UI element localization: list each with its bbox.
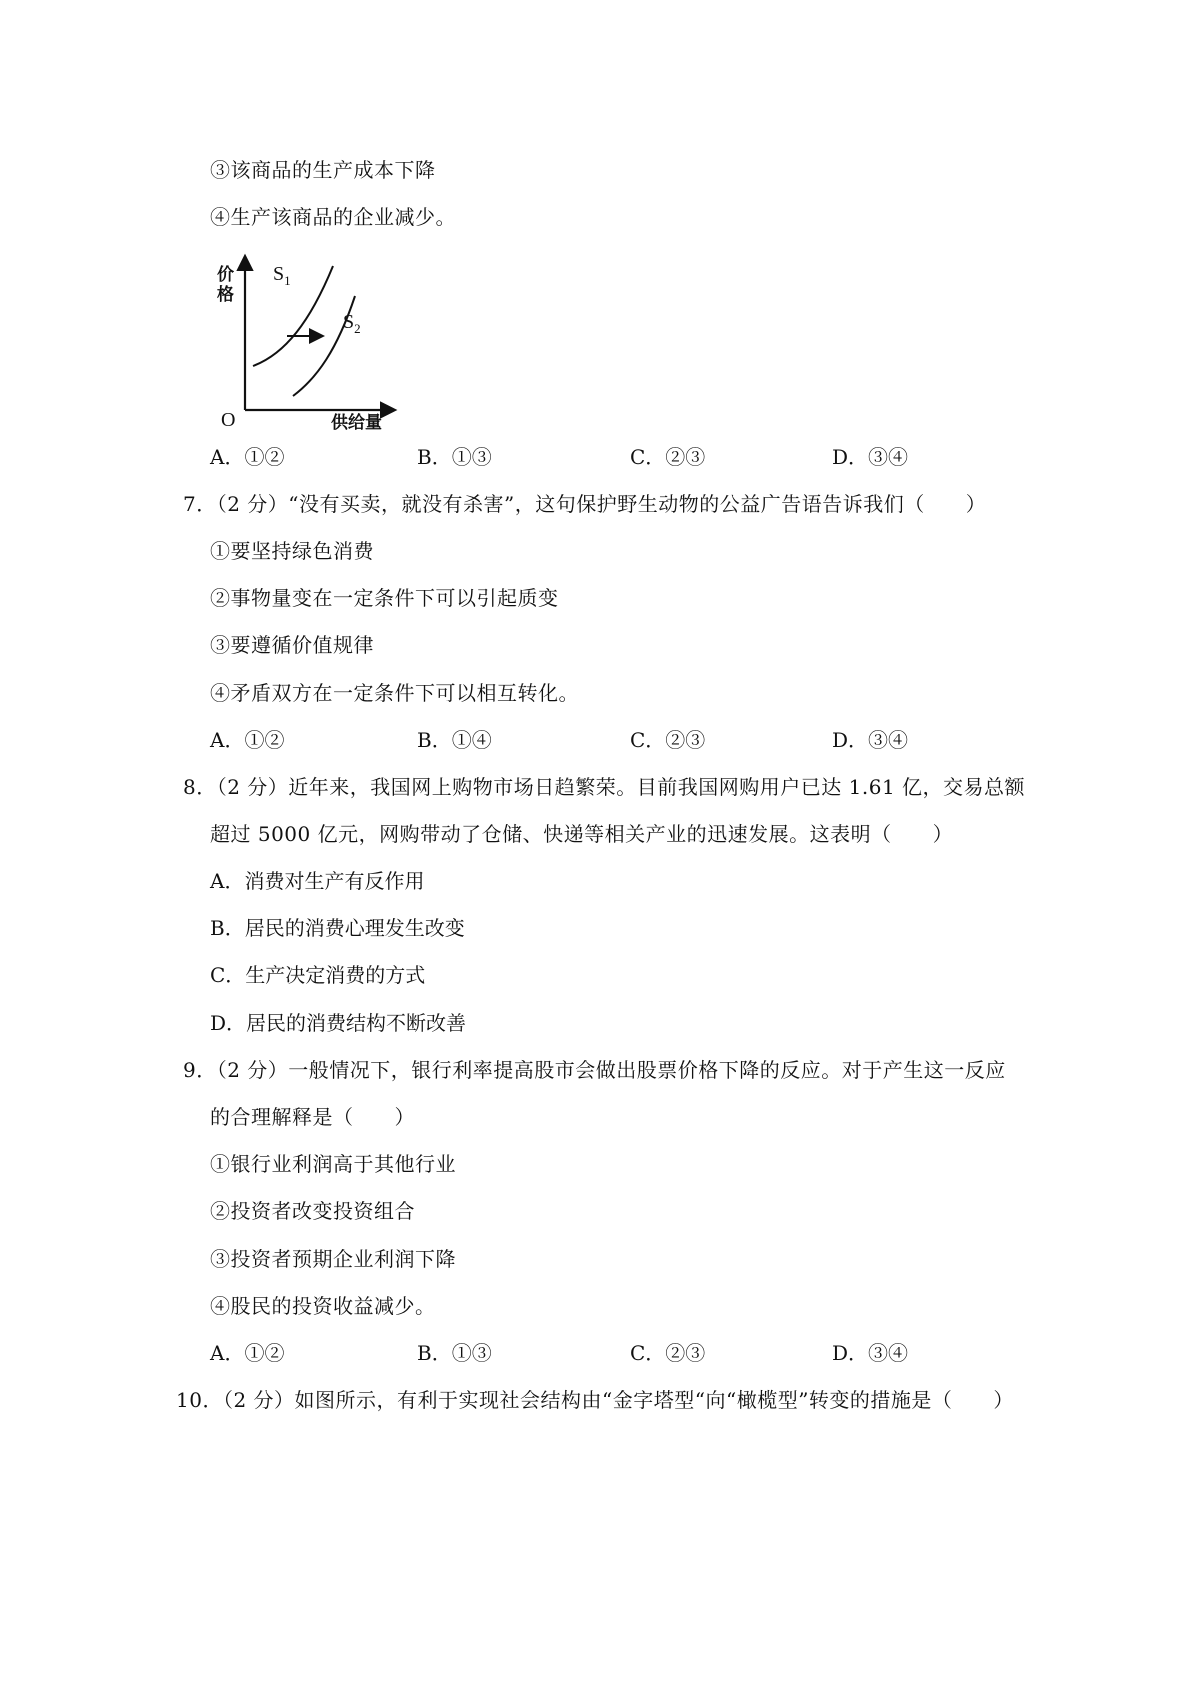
q9-stem-line-1: 9．（2 分）一般情况下，银行利率提高股市会做出股票价格下降的反应。对于产生这一反应 xyxy=(183,1058,1006,1082)
q8-option-c[interactable]: C．生产决定消费的方式 xyxy=(210,963,426,987)
q6-option-d[interactable]: D．③④ xyxy=(832,445,909,469)
q7-item-1: ①要坚持绿色消费 xyxy=(210,539,374,563)
q10-stem: 10．（2 分）如图所示，有利于实现社会结构由“金字塔型“向“橄榄型”转变的措施是（ ） xyxy=(176,1388,1014,1412)
q6-item-4: ④生产该商品的企业减少。 xyxy=(210,205,456,229)
supply-curve-graph xyxy=(205,252,405,430)
q9-option-d[interactable]: D．③④ xyxy=(832,1341,909,1365)
q7-option-a[interactable]: A．①② xyxy=(210,728,285,752)
x-axis-label: 供给量 xyxy=(331,413,382,430)
q7-option-b[interactable]: B．①④ xyxy=(417,728,492,752)
curve-s1 xyxy=(253,266,333,366)
q8-stem-line-2: 超过 5000 亿元，网购带动了仓储、快递等相关产业的迅速发展。这表明（ ） xyxy=(210,822,954,846)
q9-stem-line-2: 的合理解释是（ ） xyxy=(210,1105,415,1129)
q7-stem: 7．（2 分）“没有买卖，就没有杀害”，这句保护野生动物的公益广告语告诉我们（ ） xyxy=(183,492,987,516)
q7-option-d[interactable]: D．③④ xyxy=(832,728,909,752)
y-axis-label-2: 格 xyxy=(217,285,234,305)
q9-option-c[interactable]: C．②③ xyxy=(630,1341,706,1365)
y-axis-label-1: 价 xyxy=(217,265,234,285)
q8-option-b[interactable]: B．居民的消费心理发生改变 xyxy=(210,916,465,940)
q7-item-2: ②事物量变在一定条件下可以引起质变 xyxy=(210,586,559,610)
q6-option-a[interactable]: A．①② xyxy=(210,445,285,469)
q6-option-b[interactable]: B．①③ xyxy=(417,445,492,469)
origin-label: O xyxy=(221,409,236,430)
q8-option-d[interactable]: D．居民的消费结构不断改善 xyxy=(210,1011,467,1035)
q9-item-4: ④股民的投资收益减少。 xyxy=(210,1294,436,1318)
q8-stem-line-1: 8．（2 分）近年来，我国网上购物市场日趋繁荣。目前我国网购用户已达 1.61 亿，交易总额 xyxy=(183,775,1026,799)
q6-option-c[interactable]: C．②③ xyxy=(630,445,706,469)
q8-option-a[interactable]: A．消费对生产有反作用 xyxy=(210,869,425,893)
q7-option-c[interactable]: C．②③ xyxy=(630,728,706,752)
q7-item-4: ④矛盾双方在一定条件下可以相互转化。 xyxy=(210,681,579,705)
q9-item-3: ③投资者预期企业利润下降 xyxy=(210,1247,456,1271)
curve-s2-label: $S_2$ xyxy=(343,311,361,336)
q6-item-3: ③该商品的生产成本下降 xyxy=(210,158,436,182)
q9-option-b[interactable]: B．①③ xyxy=(417,1341,492,1365)
q9-item-1: ①银行业利润高于其他行业 xyxy=(210,1152,456,1176)
q9-item-2: ②投资者改变投资组合 xyxy=(210,1199,415,1223)
q7-item-3: ③要遵循价值规律 xyxy=(210,633,374,657)
q9-option-a[interactable]: A．①② xyxy=(210,1341,285,1365)
curve-s1-label: $S_1$ xyxy=(273,263,291,288)
